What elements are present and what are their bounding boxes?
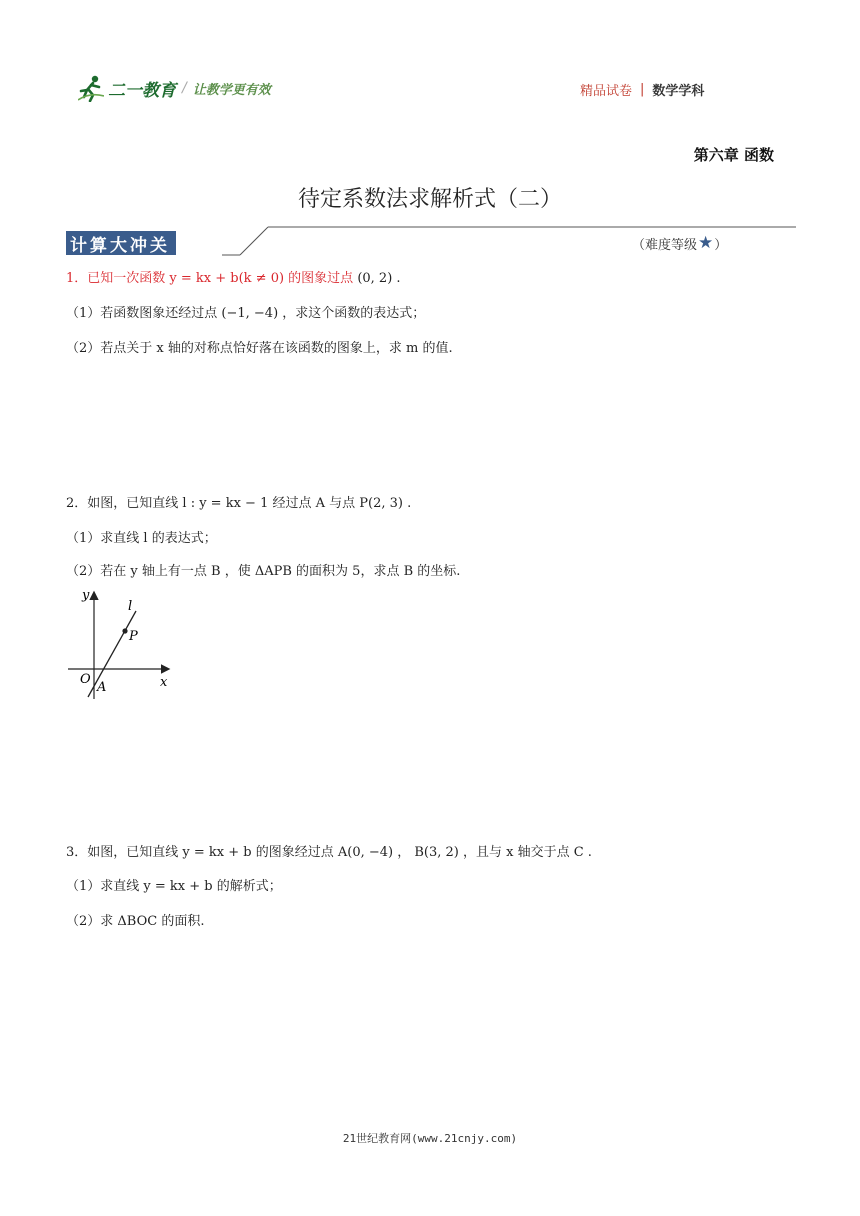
- page-title: 待定系数法求解析式（二）: [297, 187, 562, 212]
- header-right: [580, 80, 704, 99]
- chapter-label: 第六章 函数: [693, 146, 774, 164]
- label-p: P: [129, 629, 138, 644]
- q1-point: (0, 2) .: [357, 271, 401, 286]
- q1-part1: （1）若函数图象还经过点 (−1, −4) ，求这个函数的表达式；: [66, 306, 426, 321]
- brand-slogan: 让教学更有效: [192, 82, 271, 98]
- section-banner: [66, 231, 176, 255]
- header-separator: |: [640, 82, 645, 97]
- label-y: y: [82, 588, 90, 603]
- q2-stem: 2．如图，已知直线 l : y = kx − 1 经过点 A 与点 P(2, 3) .: [66, 496, 412, 511]
- q3-part2: （2）求 ΔBOC 的面积.: [66, 914, 205, 929]
- label-o: O: [80, 672, 91, 687]
- star-icon: ★: [698, 233, 714, 253]
- label-x: x: [160, 675, 168, 690]
- logo-divider: /: [182, 80, 187, 96]
- q1-text: 1．已知一次函数 y = kx + b(k ≠ 0) 的图象过点: [66, 271, 354, 286]
- runner-logo-icon: [78, 74, 104, 102]
- q3-stem: 3．如图，已知直线 y = kx + b 的图象经过点 A(0, −4) ， B(3, 2) ，且与 x 轴交于点 C .: [66, 845, 592, 860]
- difficulty-prefix: （难度等级: [632, 237, 698, 253]
- page-footer: 21世纪教育网(www.21cnjy.com): [342, 1132, 518, 1145]
- brand-logo: [78, 72, 271, 104]
- header-subject: 数学学科: [652, 84, 705, 99]
- q2-part1: （1）求直线 l 的表达式；: [66, 531, 217, 546]
- difficulty-rating: [632, 233, 727, 253]
- section-banner-label: 计算大冲关: [70, 235, 170, 256]
- q3-part1: （1）求直线 y = kx + b 的解析式；: [66, 879, 282, 894]
- label-l: l: [128, 599, 133, 614]
- q2-part2: （2）若在 y 轴上有一点 B ，使 ΔAPB 的面积为 5，求点 B 的坐标.: [66, 564, 461, 579]
- q2-figure: [64, 585, 184, 701]
- difficulty-suffix: ）: [714, 237, 728, 253]
- q1-part2: （2）若点关于 x 轴的对称点恰好落在该函数的图象上，求 m 的值.: [66, 341, 453, 356]
- point-p: [122, 628, 127, 633]
- line-l: [88, 611, 136, 697]
- label-a: A: [97, 680, 107, 695]
- header-tag: 精品试卷: [580, 84, 633, 99]
- brand-name: 二一教育: [108, 80, 176, 101]
- q1-stem: [66, 270, 401, 288]
